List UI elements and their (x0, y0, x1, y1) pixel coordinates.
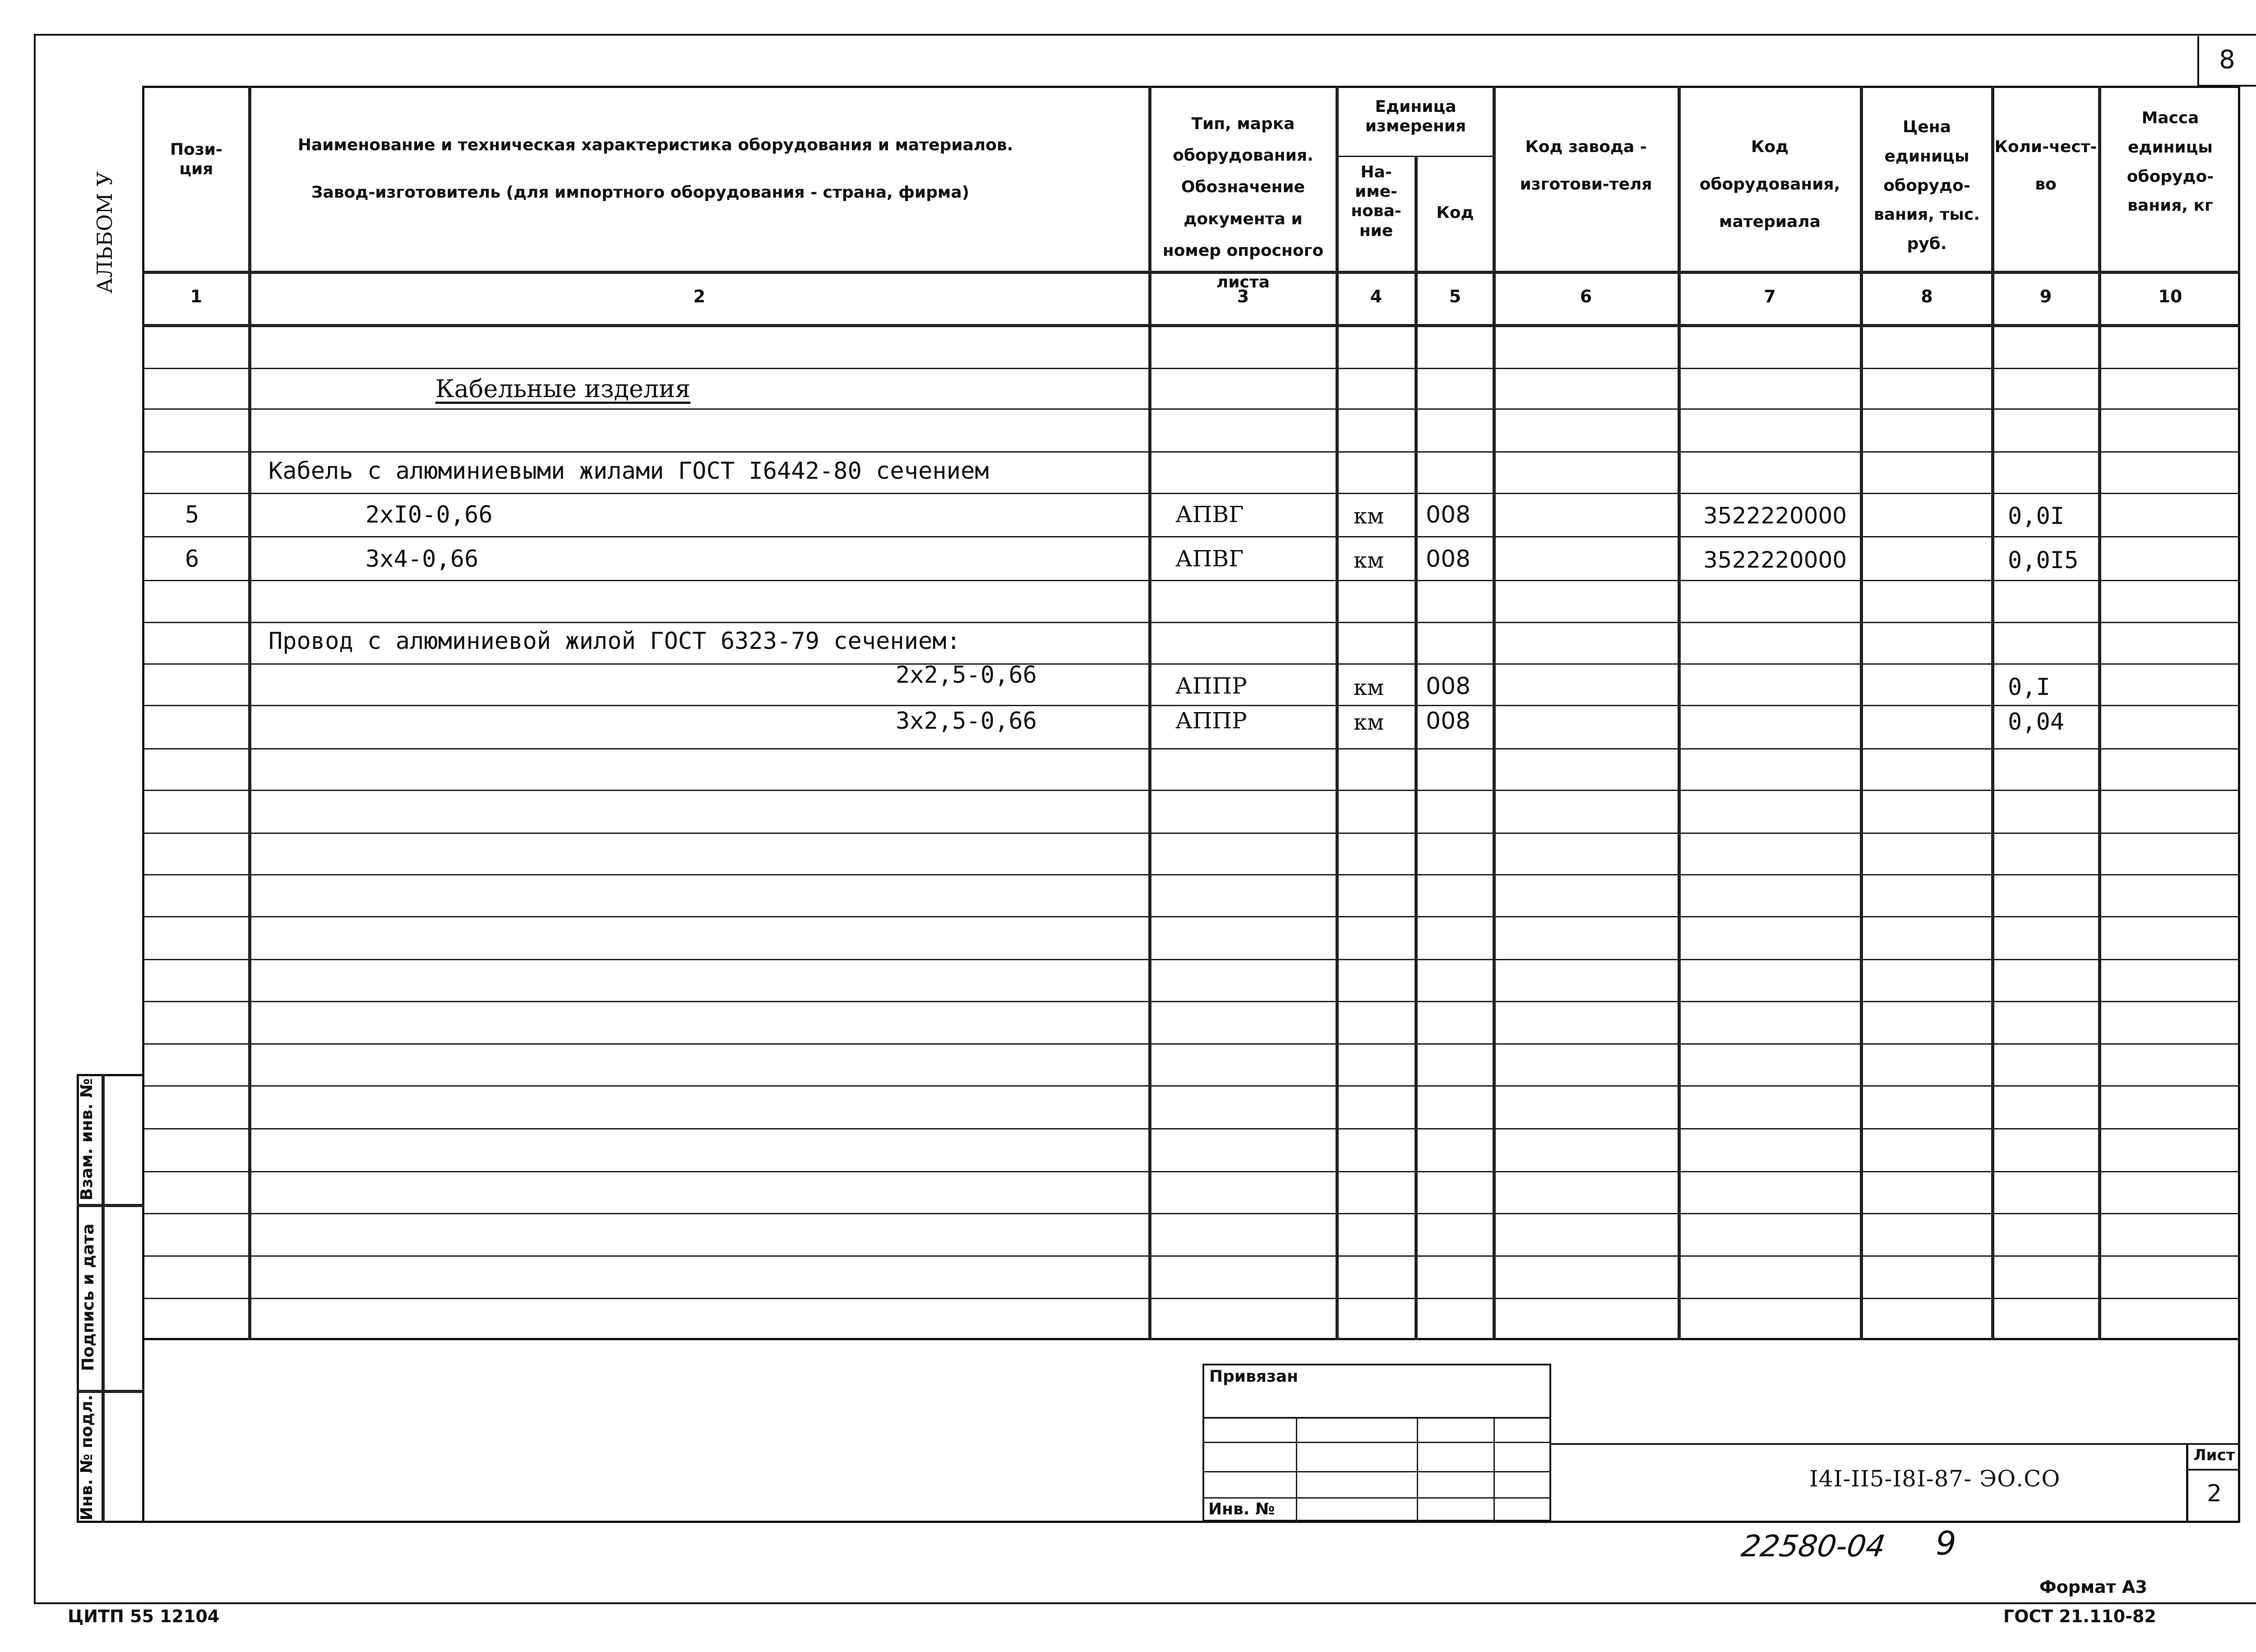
row2-pos: 6 (185, 546, 199, 573)
privyazan-col-1 (1296, 1417, 1297, 1522)
row1-code: 008 (1426, 501, 1471, 528)
header-type: Тип, марка оборудования. Обозначение документа и номер опросного листа (1162, 115, 1324, 292)
footer-gost: ГОСТ 21.110-82 (2003, 1606, 2156, 1626)
col-line-1 (248, 86, 251, 1340)
footer-format: Формат А3 (2039, 1577, 2147, 1597)
col-line-3 (1336, 86, 1339, 1340)
row1-unit: км (1354, 504, 1384, 529)
row-line (142, 916, 2240, 917)
doc-code-line (1551, 1443, 2240, 1445)
col-line-6 (1678, 86, 1681, 1340)
row-line (142, 705, 2240, 706)
group2-title: Провод с алюминиевой жилой ГОСТ 6323-79 сечением: (268, 628, 961, 655)
row-line (142, 451, 2240, 453)
list-number: 2 (2206, 1480, 2222, 1507)
side-stamp-inv-podl: Инв. № подл. (78, 1394, 96, 1521)
col-line-7 (1860, 86, 1863, 1340)
row-line (142, 1298, 2240, 1299)
row2-code: 008 (1426, 546, 1471, 573)
row2-eq-code: 3522220000 (1703, 547, 1847, 573)
col-line-9 (2098, 86, 2101, 1340)
inv-no-label: Инв. № (1208, 1500, 1275, 1518)
header-equipment-code: Код оборудования, материала (1699, 138, 1840, 231)
row1-qty: 0,0I (2008, 503, 2065, 530)
row3-qty: 0,I (2008, 674, 2050, 701)
row4-type: АППР (1175, 708, 1247, 734)
header-quantity: Коли-чест-во (1994, 138, 2097, 194)
row-line (142, 580, 2240, 581)
colnum-9: 9 (2039, 287, 2052, 306)
row-line (142, 1213, 2240, 1214)
row2-type: АПВГ (1175, 546, 1244, 572)
row-line (142, 790, 2240, 791)
row2-name: 3х4-0,66 (365, 546, 479, 573)
row1-name: 2хI0-0,66 (365, 501, 493, 528)
privyazan-label: Привязан (1209, 1367, 1299, 1386)
header-name-line1: Наименование и техническая характеристика оборудования и материалов. (298, 136, 1013, 154)
col-line-5 (1493, 86, 1496, 1340)
side-stamp-podpis: Подпись и дата (79, 1223, 97, 1371)
colnum-5: 5 (1449, 287, 1461, 306)
row1-eq-code: 3522220000 (1703, 503, 1847, 529)
row-line (142, 493, 2240, 494)
row3-type: АППР (1175, 673, 1247, 699)
row-line (142, 1255, 2240, 1257)
row2-qty: 0,0I5 (2008, 547, 2079, 574)
privyazan-line-4 (1202, 1497, 1551, 1499)
header-unit-code: Код (1436, 204, 1474, 222)
row-line (142, 536, 2240, 537)
section-title: Кабельные изделия (435, 375, 691, 403)
colnum-1: 1 (190, 287, 203, 306)
handwritten-code: 22580-04 (1739, 1529, 1888, 1564)
row4-name: 3х2,5-0,66 (896, 708, 1037, 735)
row4-code: 008 (1426, 708, 1471, 735)
colnum-3: 3 (1237, 287, 1249, 306)
row-line (142, 748, 2240, 750)
row3-code: 008 (1426, 673, 1471, 700)
col-line-2 (1148, 86, 1151, 1340)
header-mass: Масса единицы оборудо-вания, кг (2127, 109, 2214, 215)
footer-left: ЦИТП 55 12104 (68, 1606, 220, 1626)
header-unit-group: Единица измерения (1365, 97, 1466, 136)
group1-title: Кабель с алюминиевыми жилами ГОСТ I6442-80 сечением (268, 458, 989, 485)
col-line-8 (1991, 86, 1994, 1340)
colnum-4: 4 (1370, 287, 1382, 306)
header-price: Цена единицы оборудо-вания, тыс. руб. (1874, 118, 1980, 254)
side-stamp-inner (102, 1074, 105, 1523)
header-position: Пози- ция (170, 140, 222, 179)
privyazan-line-3 (1202, 1471, 1551, 1472)
row-line (142, 874, 2240, 875)
row-line (142, 1085, 2240, 1087)
row-line (142, 408, 2240, 410)
header-plant-code: Код завода - изготови-теля (1520, 138, 1652, 194)
row-line (142, 1171, 2240, 1172)
row-line (142, 622, 2240, 623)
row1-pos: 5 (185, 501, 199, 528)
row3-unit: км (1354, 675, 1384, 700)
privyazan-col-2 (1417, 1417, 1418, 1522)
header-unit-name: На- име- нова- ние (1351, 163, 1401, 240)
bottom-stamp-frame (142, 1340, 2240, 1523)
handwritten-page: 9 (1936, 1524, 1956, 1562)
corner-number: 8 (2219, 45, 2235, 74)
privyazan-line-1 (1202, 1417, 1551, 1419)
row-line (142, 1128, 2240, 1129)
colnum-divider (142, 324, 2240, 327)
colnum-8: 8 (1921, 287, 1933, 306)
colnum-10: 10 (2158, 287, 2182, 306)
row-line (142, 663, 2240, 665)
row-line (142, 368, 2240, 369)
row1-type: АПВГ (1175, 501, 1244, 528)
row-line (142, 959, 2240, 960)
row4-qty: 0,04 (2008, 708, 2065, 736)
side-stamp-vzam: Взам. инв. № (78, 1078, 96, 1201)
doc-code: I4I-II5-I8I-87- ЭО.СО (1809, 1466, 2061, 1492)
album-label: АЛЬБОМ У (92, 171, 117, 294)
colnum-2: 2 (693, 287, 706, 306)
list-label: Лист (2193, 1446, 2235, 1464)
row-line (142, 833, 2240, 834)
header-name-line2: Завод-изготовитель (для импортного оборудования - страна, фирма) (311, 183, 970, 202)
privyazan-line-2 (1202, 1442, 1551, 1443)
list-box-divider (2186, 1469, 2240, 1471)
colnum-6: 6 (1580, 287, 1592, 306)
row4-unit: км (1354, 710, 1384, 735)
colnum-7: 7 (1764, 287, 1776, 306)
row2-unit: км (1354, 548, 1384, 573)
privyazan-col-3 (1493, 1417, 1495, 1522)
row-line (142, 1043, 2240, 1045)
row-line (142, 1001, 2240, 1002)
row3-name: 2х2,5-0,66 (896, 662, 1037, 689)
